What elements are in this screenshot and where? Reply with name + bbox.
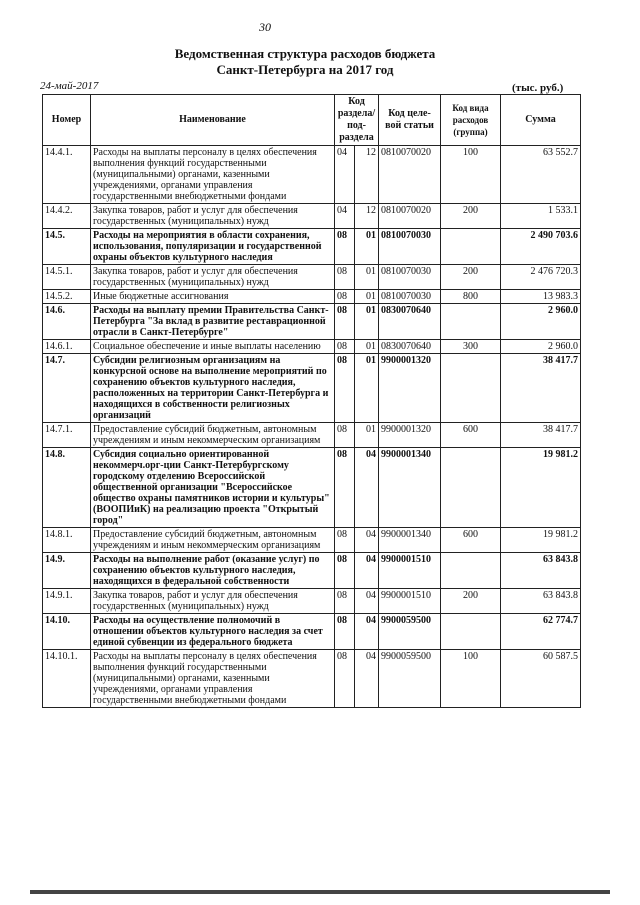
row-kind-code <box>441 229 501 265</box>
row-target-code: 0810070030 <box>379 229 441 265</box>
row-kind-code: 200 <box>441 265 501 290</box>
row-sum: 13 983.3 <box>501 290 581 304</box>
row-sum: 38 417.7 <box>501 354 581 423</box>
header-number: Номер <box>43 95 91 146</box>
row-number: 14.4.2. <box>43 204 91 229</box>
row-subsection: 04 <box>355 448 379 528</box>
row-subsection: 01 <box>355 229 379 265</box>
row-name: Субсидия социально ориентированной некоммерч.орг-ции Санкт-Петербургскому городскому отделению Всероссийской общественной организации "Всероссийское общество охраны памятников истории и культуры" (ВООПИиК) на реализацию проекта "Открытый город" <box>91 448 335 528</box>
row-section: 08 <box>335 650 355 708</box>
row-section: 08 <box>335 340 355 354</box>
row-name: Расходы на выплаты персоналу в целях обеспечения выполнения функций государственными (муниципальными) органами, казенными учреждениями, органами управления государственными внебюджетными фондами <box>91 146 335 204</box>
table-row <box>43 290 581 304</box>
row-target-code: 9900001320 <box>379 354 441 423</box>
table-row <box>43 528 581 553</box>
row-name: Предоставление субсидий бюджетным, автономным учреждениям и иным некоммерческим организациям <box>91 528 335 553</box>
row-sum: 19 981.2 <box>501 448 581 528</box>
row-section: 08 <box>335 448 355 528</box>
row-subsection: 01 <box>355 290 379 304</box>
row-subsection: 04 <box>355 589 379 614</box>
row-section: 08 <box>335 553 355 589</box>
row-sum: 63 843.8 <box>501 589 581 614</box>
table-header-row <box>43 95 581 146</box>
row-kind-code: 300 <box>441 340 501 354</box>
table-row <box>43 204 581 229</box>
row-name: Расходы на выплаты персоналу в целях обеспечения выполнения функций государственными (муниципальными) органами, казенными учреждениями, органами управления государственными внебюджетными фондами <box>91 650 335 708</box>
row-sum: 63 843.8 <box>501 553 581 589</box>
table-row <box>43 146 581 204</box>
row-subsection: 04 <box>355 553 379 589</box>
row-subsection: 04 <box>355 528 379 553</box>
table-row <box>43 589 581 614</box>
row-number: 14.5.1. <box>43 265 91 290</box>
row-section: 08 <box>335 290 355 304</box>
row-target-code: 0810070020 <box>379 146 441 204</box>
row-target-code: 9900001340 <box>379 528 441 553</box>
row-subsection: 04 <box>355 614 379 650</box>
row-number: 14.10.1. <box>43 650 91 708</box>
row-number: 14.7. <box>43 354 91 423</box>
row-kind-code: 100 <box>441 650 501 708</box>
table-row <box>43 265 581 290</box>
row-sum: 2 960.0 <box>501 304 581 340</box>
title-line-2: Санкт-Петербурга на 2017 год <box>216 62 394 77</box>
header-kind: Код вида расходов (группа) <box>441 95 501 146</box>
row-subsection: 01 <box>355 265 379 290</box>
scan-edge-line <box>30 890 610 894</box>
row-target-code: 0810070020 <box>379 204 441 229</box>
row-section: 08 <box>335 423 355 448</box>
row-subsection: 01 <box>355 340 379 354</box>
table-row <box>43 304 581 340</box>
row-sum: 19 981.2 <box>501 528 581 553</box>
row-sum: 1 533.1 <box>501 204 581 229</box>
row-name: Расходы на осуществление полномочий в отношении объектов культурного наследия за счет единой субвенции из федерального бюджета <box>91 614 335 650</box>
row-section: 04 <box>335 146 355 204</box>
header-section: Код раздела/ под- раздела <box>335 95 379 146</box>
row-target-code: 9900059500 <box>379 614 441 650</box>
row-name: Расходы на выплату премии Правительства Санкт-Петербурга "За вклад в развитие реставрационной отрасли в Санкт-Петербурге" <box>91 304 335 340</box>
header-target: Код целе- вой статьи <box>379 95 441 146</box>
row-sum: 38 417.7 <box>501 423 581 448</box>
row-section: 08 <box>335 614 355 650</box>
row-target-code: 0830070640 <box>379 340 441 354</box>
row-sum: 62 774.7 <box>501 614 581 650</box>
row-name: Закупка товаров, работ и услуг для обеспечения государственных (муниципальных) нужд <box>91 204 335 229</box>
row-sum: 60 587.5 <box>501 650 581 708</box>
row-sum: 2 476 720.3 <box>501 265 581 290</box>
row-kind-code: 800 <box>441 290 501 304</box>
row-subsection: 12 <box>355 204 379 229</box>
row-number: 14.5. <box>43 229 91 265</box>
row-name: Социальное обеспечение и иные выплаты населению <box>91 340 335 354</box>
table-row <box>43 614 581 650</box>
row-kind-code: 200 <box>441 589 501 614</box>
row-section: 08 <box>335 265 355 290</box>
header-name: Наименование <box>91 95 335 146</box>
row-target-code: 0830070640 <box>379 304 441 340</box>
row-section: 08 <box>335 528 355 553</box>
row-number: 14.8. <box>43 448 91 528</box>
row-section: 04 <box>335 204 355 229</box>
row-kind-code <box>441 553 501 589</box>
row-name: Расходы на выполнение работ (оказание услуг) по сохранению объектов культурного наследия, находящихся в федеральной собственности <box>91 553 335 589</box>
row-subsection: 04 <box>355 650 379 708</box>
table-row <box>43 650 581 708</box>
row-number: 14.9.1. <box>43 589 91 614</box>
row-name: Иные бюджетные ассигнования <box>91 290 335 304</box>
currency-unit: (тыс. руб.) <box>512 82 564 94</box>
row-section: 08 <box>335 354 355 423</box>
table-row <box>43 553 581 589</box>
row-section: 08 <box>335 589 355 614</box>
row-name: Субсидии религиозным организациям на конкурсной основе на выполнение мероприятий по сохранению объектов культурного наследия, расположенных на территории Санкт-Петербурга и находящихся в собственности религиозных организаций <box>91 354 335 423</box>
row-target-code: 9900001510 <box>379 553 441 589</box>
row-kind-code <box>441 304 501 340</box>
row-target-code: 0810070030 <box>379 290 441 304</box>
row-target-code: 0810070030 <box>379 265 441 290</box>
row-name: Закупка товаров, работ и услуг для обеспечения государственных (муниципальных) нужд <box>91 265 335 290</box>
row-number: 14.4.1. <box>43 146 91 204</box>
row-kind-code <box>441 614 501 650</box>
row-name: Предоставление субсидий бюджетным, автономным учреждениям и иным некоммерческим организациям <box>91 423 335 448</box>
row-number: 14.9. <box>43 553 91 589</box>
row-number: 14.6. <box>43 304 91 340</box>
row-target-code: 9900059500 <box>379 650 441 708</box>
header-sum: Сумма <box>501 95 581 146</box>
row-name: Расходы на мероприятия в области сохранения, использования, популяризации и государственной охраны объектов культурного наследия <box>91 229 335 265</box>
table-row <box>43 448 581 528</box>
row-subsection: 01 <box>355 304 379 340</box>
row-number: 14.6.1. <box>43 340 91 354</box>
row-kind-code: 200 <box>441 204 501 229</box>
row-target-code: 9900001510 <box>379 589 441 614</box>
table-row <box>43 423 581 448</box>
row-sum: 2 490 703.6 <box>501 229 581 265</box>
row-kind-code <box>441 354 501 423</box>
row-kind-code: 600 <box>441 528 501 553</box>
row-section: 08 <box>335 304 355 340</box>
row-name: Закупка товаров, работ и услуг для обеспечения государственных (муниципальных) нужд <box>91 589 335 614</box>
row-sum: 2 960.0 <box>501 340 581 354</box>
row-number: 14.10. <box>43 614 91 650</box>
row-subsection: 01 <box>355 423 379 448</box>
row-target-code: 9900001320 <box>379 423 441 448</box>
row-number: 14.8.1. <box>43 528 91 553</box>
row-kind-code: 100 <box>441 146 501 204</box>
row-subsection: 12 <box>355 146 379 204</box>
table-row <box>43 229 581 265</box>
table-row <box>43 340 581 354</box>
table-body <box>43 146 581 708</box>
row-sum: 63 552.7 <box>501 146 581 204</box>
row-kind-code: 600 <box>441 423 501 448</box>
title-line-1: Ведомственная структура расходов бюджета <box>174 46 436 61</box>
row-subsection: 01 <box>355 354 379 423</box>
row-target-code: 9900001340 <box>379 448 441 528</box>
budget-table <box>42 94 581 708</box>
table-row <box>43 354 581 423</box>
document-date: 24-май-2017 <box>40 80 99 92</box>
row-number: 14.7.1. <box>43 423 91 448</box>
page-number: 30 <box>259 20 271 34</box>
row-kind-code <box>441 448 501 528</box>
document-title <box>0 46 610 78</box>
row-number: 14.5.2. <box>43 290 91 304</box>
row-section: 08 <box>335 229 355 265</box>
